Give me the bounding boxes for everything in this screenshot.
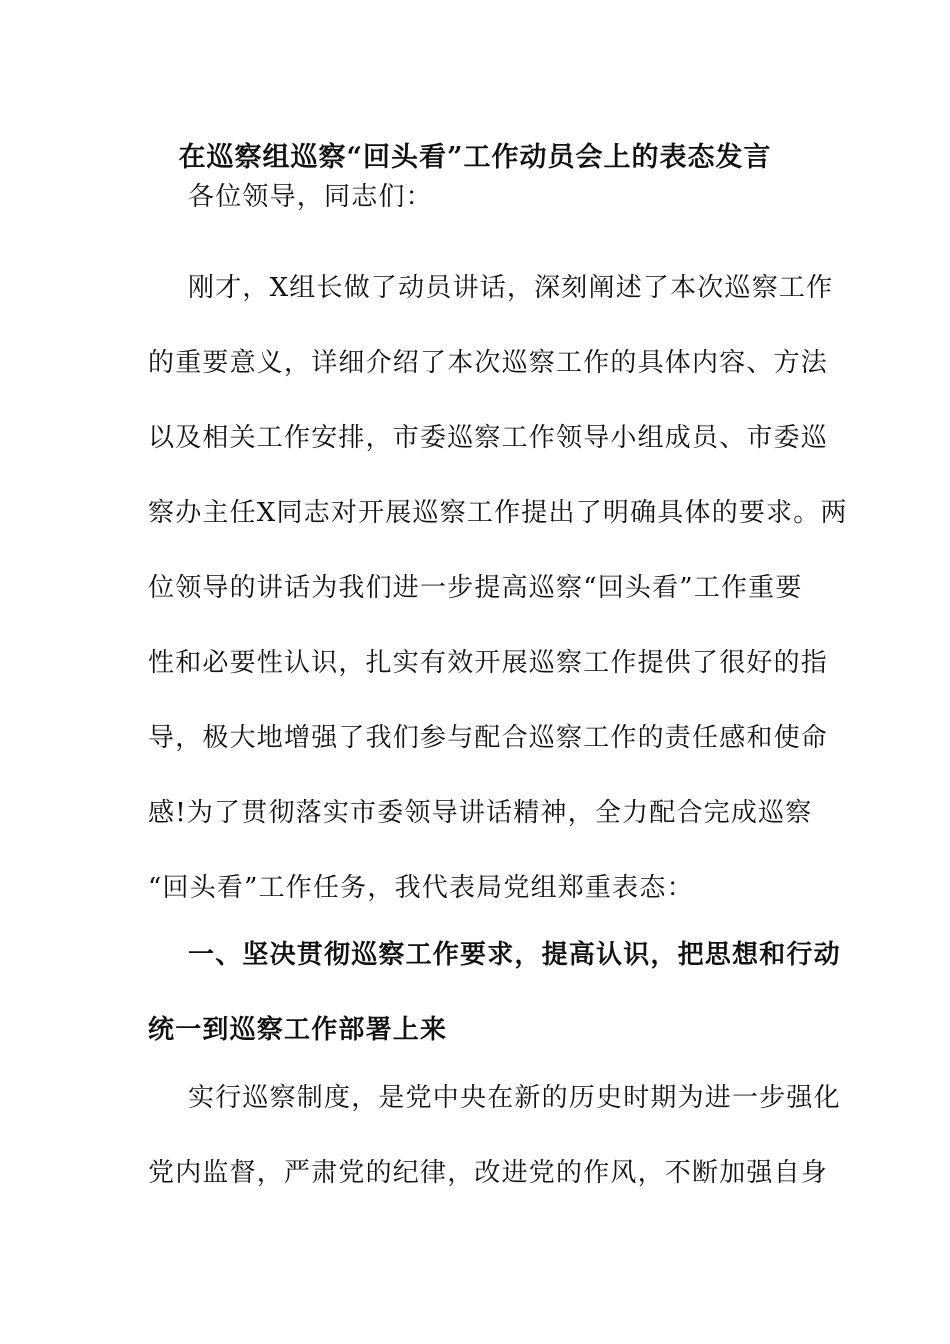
paragraph-line: 导，极大地增强了我们参与配合巡察工作的责任感和使命 xyxy=(148,723,829,753)
paragraph-line: 性和必要性认识，扎实有效开展巡察工作提供了很好的指 xyxy=(148,648,829,678)
section-heading-line: 一、坚决贯彻巡察工作要求，提高认识，把思想和行动 xyxy=(188,940,841,970)
section-heading-line: 统一到巡察工作部署上来 xyxy=(148,1015,448,1045)
paragraph-line: 的重要意义，详细介绍了本次巡察工作的具体内容、方法 xyxy=(148,348,829,378)
paragraph-line: 察办主任X同志对开展巡察工作提出了明确具体的要求。两 xyxy=(148,498,848,528)
paragraph-line: 实行巡察制度，是党中央在新的历史时期为进一步强化 xyxy=(188,1083,841,1113)
paragraph-line: 以及相关工作安排，市委巡察工作领导小组成员、市委巡 xyxy=(148,423,829,453)
paragraph-line: 位领导的讲话为我们进一步提高巡察“回头看”工作重要 xyxy=(148,573,803,603)
paragraph-line: 感!为了贯彻落实市委领导讲话精神，全力配合完成巡察 xyxy=(148,798,813,828)
salutation: 各位领导，同志们： xyxy=(188,182,433,212)
paragraph-line: 党内监督，严肃党的纪律，改进党的作风，不断加强自身 xyxy=(148,1158,829,1188)
paragraph-line: “回头看”工作任务，我代表局党组郑重表态： xyxy=(148,873,694,903)
paragraph-line: 刚才，X组长做了动员讲话，深刻阐述了本次巡察工作 xyxy=(188,273,834,303)
document-title: 在巡察组巡察“回头看”工作动员会上的表态发言 xyxy=(178,142,772,173)
